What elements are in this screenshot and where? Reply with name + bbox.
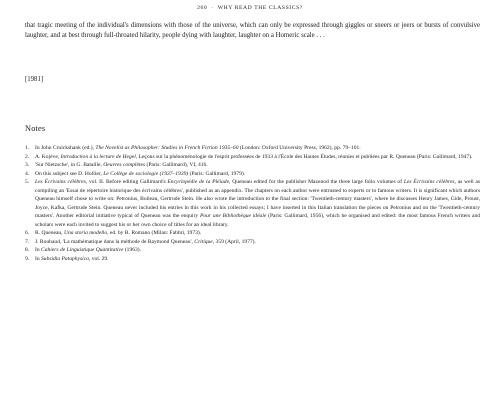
note-text: , Queneau edited for the publisher Mazenod the three large folio volumes of (229, 179, 404, 185)
note-text: , as well as compiling an 'Essai de répertoire historique des écrivains célèbres', published as an appendix. The chapters on each author were entrusted to experts or to famous writers. It is significant which authors Queneau himself chose to write on: Petronius, Boileau, Gertrude Stein. He also wrote the introduction to the final section: 'Twentieth-century masters', where he discusses Henry James, Gide, Proust, Joyce, Kafka, Gertrude Stein. Queneau never included his entries in this work in his collected essays; I have inserted in this Italian translation the pieces on Petronius and on the 'Twentieth-century masters'. Another editorial initiative typical of Queneau was the enquiry (35, 179, 481, 219)
note-text: (London: Oxford University Press, 1962), pp. 79–101. (238, 145, 361, 151)
note-title-italic: Una storia modello (63, 230, 108, 236)
note-title-italic: Subsidia Pataphysica (41, 255, 89, 262)
notes-list (25, 144, 480, 263)
note-title-italic: Cahiers de Linguistique Quantitative (41, 247, 124, 253)
note-text: In (35, 255, 42, 262)
note-item (25, 229, 480, 238)
note-number: 3. (25, 162, 30, 168)
note-item (25, 238, 480, 247)
note-title-italic: Critique (194, 238, 213, 245)
note-text: , vol. 29. (88, 255, 109, 262)
note-number: 1. (25, 145, 30, 151)
note-number: 4. (25, 170, 30, 177)
note-text: (Paris: Gallimard, 1979). (188, 170, 246, 177)
note-title-italic: The Novelist as Philosopher: Studies in French Fiction 1935–60 (95, 145, 239, 151)
note-text: In John Cruickshank (ed.), (35, 145, 96, 151)
note-title-italic: Le Collège de sociologie (1937–1939) (103, 170, 189, 177)
note-title-italic: Les Écrivains célèbres (403, 179, 455, 185)
note-item (25, 153, 480, 162)
page-number: 260 (197, 5, 208, 11)
note-text: In (35, 247, 42, 253)
note-text: 'Sur Nietzsche', in G. Bataille, (35, 162, 104, 168)
note-title-italic: Introduction à la lecture de Hegel (60, 153, 136, 160)
note-text: (1963). (123, 247, 142, 253)
note-text: (Paris: Gallimard, 1956), which he organised and edited: the most famous French writers and scholars were each invited to suggest his or her own choice of titles for an ideal library. (35, 213, 480, 228)
note-number: 9. (25, 255, 30, 262)
note-text: , Leçons sur la phénoménologie de l'esprit professées de 1933 à l'École des Hautes Études, réunies et publiées par R. Queneau (Paris: Gallimard, 1947). (135, 153, 473, 160)
note-text: , vol. II. Before editing Gallimard's (85, 179, 168, 185)
note-text: , ed. by R. Romano (Milan: Fabbri, 1973). (107, 230, 202, 236)
note-item (25, 178, 480, 229)
note-number: 7. (25, 238, 30, 245)
note-title-italic: Pour une Bibliothèque idéale (199, 213, 267, 219)
note-title-italic: Oeuvres complètes (103, 162, 146, 168)
note-number: 2. (25, 153, 30, 160)
note-item (25, 161, 480, 170)
note-item (25, 170, 480, 179)
note-number: 8. (25, 247, 30, 253)
note-item (25, 144, 480, 153)
note-text: R. Queneau, (35, 230, 64, 236)
note-title-italic: Encyclopédie de la Pléiade (167, 179, 230, 185)
note-text: J. Roubaud, 'La mathématique dans la méthode de Raymond Queneau', (35, 238, 195, 245)
running-header (0, 5, 500, 11)
note-text: , 359 (April, 1977). (212, 238, 256, 245)
running-title: WHY READ THE CLASSICS? (217, 5, 303, 11)
header-separator: · (211, 5, 214, 11)
note-number: 5. (25, 179, 30, 185)
essay-date: [1981] (25, 76, 44, 83)
note-text: (Paris: Gallimard), VI, 416. (145, 162, 208, 168)
note-item (25, 246, 480, 255)
body-paragraph: that tragic meeting of the individual's dimensions with those of the universe, which can only be expressed through giggles or sneers or jeers or bursts of convulsive laughter, and at best through full-throated hilarity, people dying with laughter, laughter on a Homeric scale . . . (25, 22, 480, 39)
notes-heading: Notes (25, 124, 46, 133)
note-number: 6. (25, 230, 30, 236)
note-text: On this subject see D. Hollier, (35, 170, 104, 177)
note-title-italic: Les Écrivains célèbres (35, 179, 86, 185)
note-item (25, 255, 480, 264)
note-text: A. Kojève, (35, 153, 61, 160)
